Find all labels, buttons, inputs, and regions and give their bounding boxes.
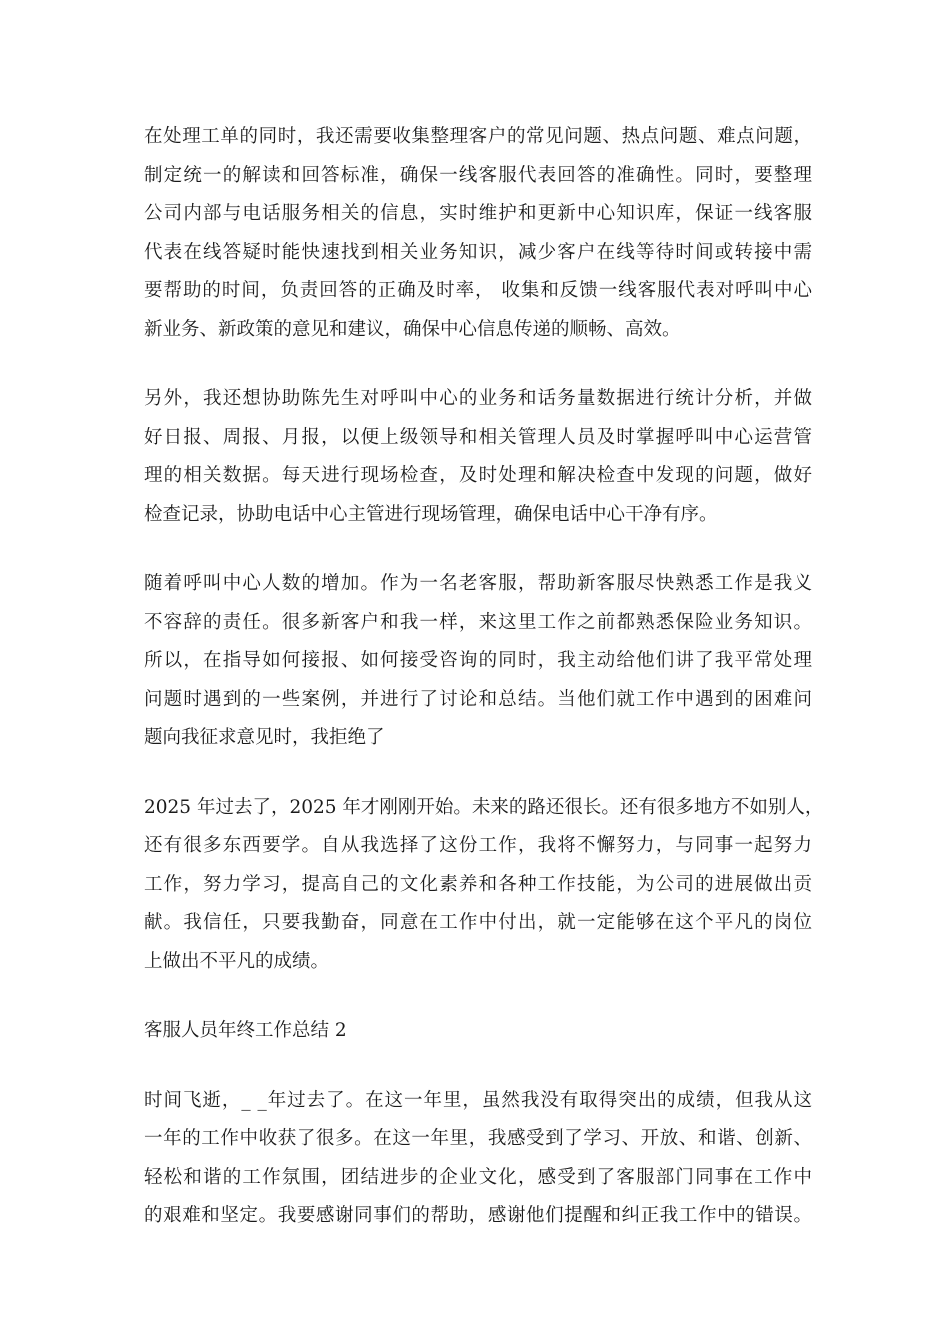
paragraph-data-analysis <box>144 380 812 534</box>
text-line: 所以，在指导如何接报、如何接受咨询的同时，我主动给他们讲了我平常处理 <box>144 650 812 671</box>
paragraph-new-staff <box>144 565 812 758</box>
text-line: 在处理工单的同时，我还需要收集整理客户的常见问题、热点问题、难点问题， <box>144 126 812 147</box>
text-line: 上做出不平凡的成绩。 <box>144 950 330 972</box>
text-line: 一年的工作中收获了很多。在这一年里，我感受到了学习、开放、和谐、创新、 <box>144 1128 812 1149</box>
text-line: 新业务、新政策的意见和建议，确保中心信息传递的顺畅、高效。 <box>144 318 681 340</box>
text-line: 另外，我还想协助陈先生对呼叫中心的业务和话务量数据进行统计分析，并做 <box>144 388 812 409</box>
text-line: 公司内部与电话服务相关的信息，实时维护和更新中心知识库，保证一线客服 <box>144 203 812 224</box>
paragraph-ticket-handling <box>144 118 812 349</box>
text-line: 2025 年过去了，2025 年才刚刚开始。未来的路还很长。还有很多地方不如别人， <box>144 796 824 818</box>
text-line: 好日报、周报、月报，以便上级领导和相关管理人员及时掌握呼叫中心运营管 <box>144 426 812 448</box>
text-line: 的艰难和坚定。我要感谢同事们的帮助，感谢他们提醒和纠正我工作中的错误。 <box>144 1205 812 1226</box>
text-line: 制定统一的解读和回答标准，确保一线客服代表回答的准确性。同时，要整理 <box>144 164 812 186</box>
text-line: 题向我征求意见时，我拒绝了 <box>144 727 385 748</box>
text-line: 工作，努力学习，提高自己的文化素养和各种工作技能，为公司的进展做出贡 <box>144 873 812 895</box>
section-heading-text: 客服人员年终工作总结 2 <box>144 1020 347 1041</box>
text-line: 检查记录，协助电话中心主管进行现场管理，确保电话中心干净有序。 <box>144 503 718 525</box>
text-line: 轻松和谐的工作氛围，团结进步的企业文化，感受到了客服部门同事在工作中 <box>144 1166 812 1188</box>
paragraph-closing <box>144 1082 812 1236</box>
text-line: 随着呼叫中心人数的增加。作为一名老客服，帮助新客服尽快熟悉工作是我义 <box>144 573 812 594</box>
text-line: 不容辞的责任。很多新客户和我一样，来这里工作之前都熟悉保险业务知识。 <box>144 611 812 633</box>
text-line: 时间飞逝，_ _年过去了。在这一年里，虽然我没有取得突出的成绩，但我从这 <box>144 1089 812 1111</box>
section-heading <box>144 1012 812 1051</box>
text-line: 理的相关数据。每天进行现场检查，及时处理和解决检查中发现的问题，做好 <box>144 465 812 486</box>
paragraph-year-review <box>144 789 824 982</box>
text-line: 献。我信任，只要我勤奋，同意在工作中付出，就一定能够在这个平凡的岗位 <box>144 912 812 933</box>
text-line: 问题时遇到的一些案例，并进行了讨论和总结。当他们就工作中遇到的困难问 <box>144 688 812 710</box>
text-line: 代表在线答疑时能快速找到相关业务知识，减少客户在线等待时间或转接中需 <box>144 241 812 263</box>
document-body <box>144 118 824 1267</box>
text-line: 还有很多东西要学。自从我选择了这份工作，我将不懈努力，与同事一起努力 <box>144 835 812 856</box>
text-line: 要帮助的时间，负责回答的正确及时率， 收集和反馈一线客服代表对呼叫中心 <box>144 280 812 301</box>
